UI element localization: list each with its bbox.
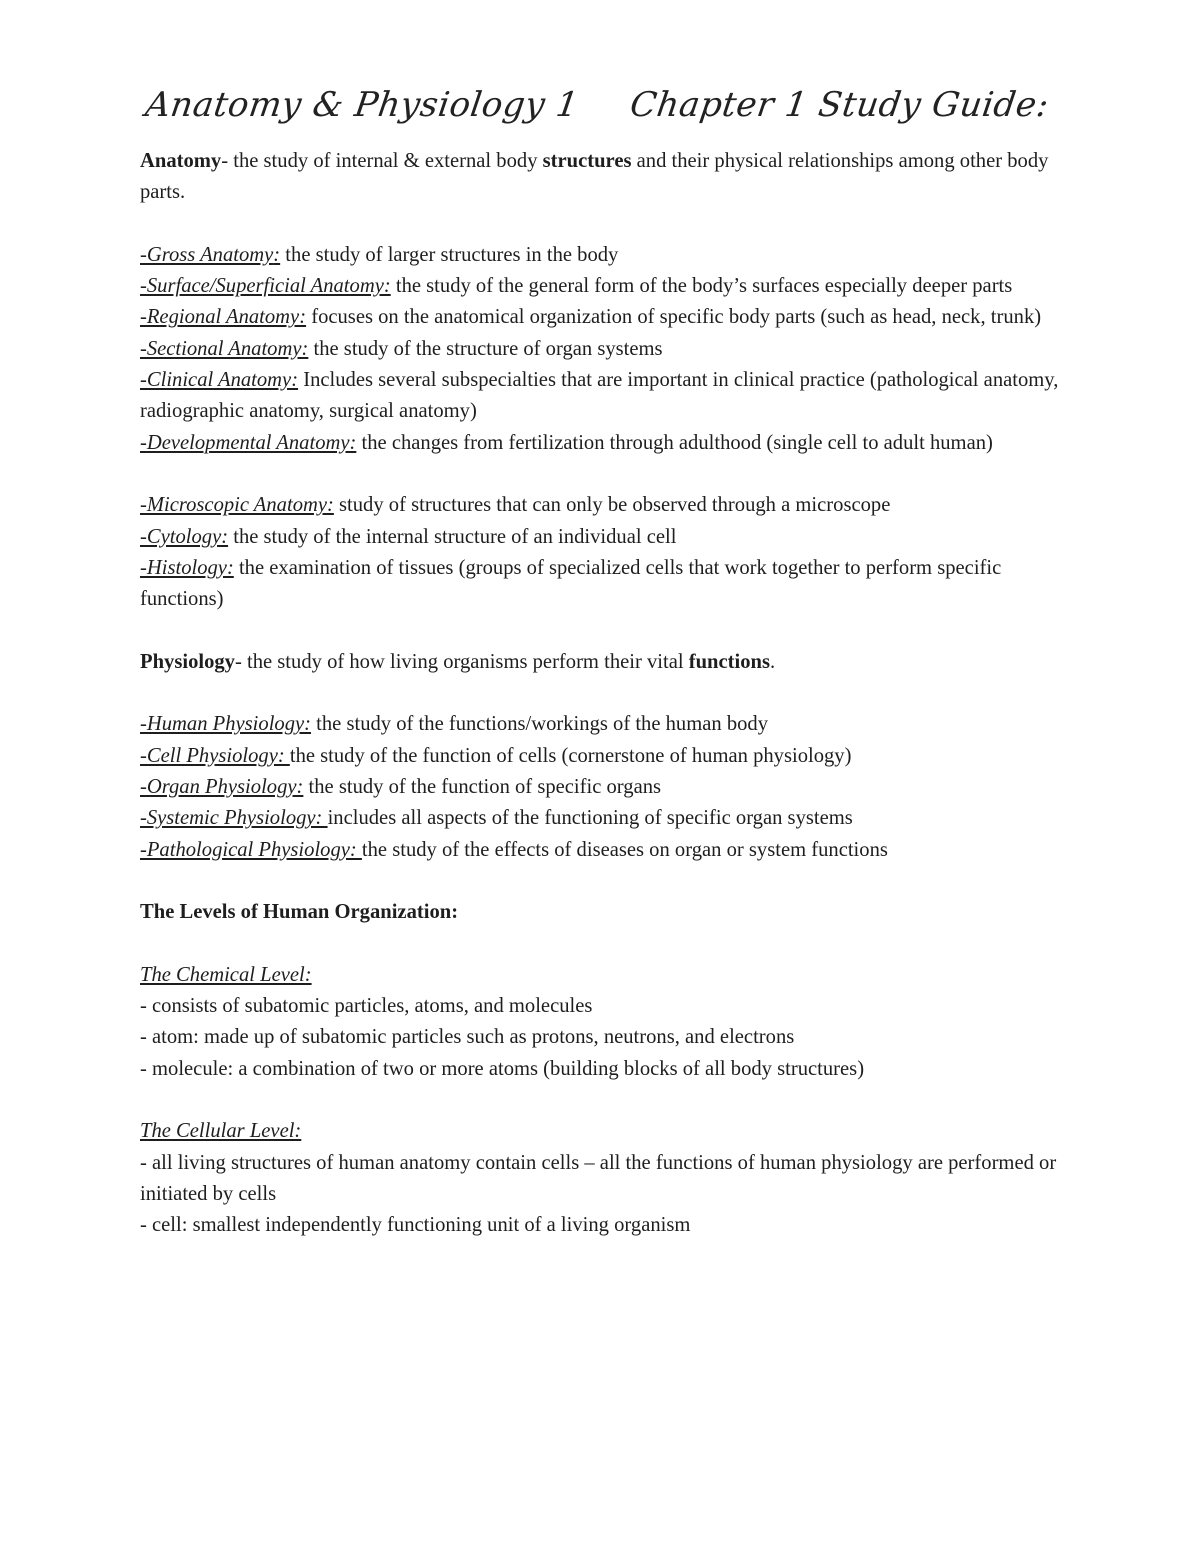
chemical-item: - atom: made up of subatomic particles such as protons, neutrons, and electrons (140, 1026, 795, 1049)
cellular-item: - cell: smallest independently functioning unit of a living organism (140, 1214, 691, 1237)
anatomy-item-clinical: -Clinical Anatomy: Includes several subspecialties that are important in clinical practice (pathological anatomy, radiographic anatomy, surgical anatomy) (140, 369, 1059, 423)
chemical-item: - molecule: a combination of two or more atoms (building blocks of all body structures) (140, 1057, 865, 1080)
physiology-definition: Physiology- the study of how living organisms perform their vital functions. (140, 650, 776, 673)
anatomy-item-gross: -Gross Anatomy: the study of larger structures in the body (140, 243, 619, 266)
anatomy-item-regional: -Regional Anatomy: focuses on the anatomical organization of specific body parts (such as head, neck, trunk) (140, 306, 1042, 329)
anatomy-item-surface: -Surface/Superficial Anatomy: the study of the general form of the body’s surfaces especially deeper parts (140, 275, 1013, 298)
title-course: Anatomy & Physiology 1 (142, 85, 582, 125)
physiology-item-organ: -Organ Physiology: the study of the function of specific organs (140, 775, 662, 798)
levels-heading: The Levels of Human Organization: (140, 901, 459, 924)
anatomy-term: Anatomy (140, 150, 222, 172)
study-guide-page (140, 78, 1080, 1241)
cellular-level-heading: The Cellular Level: (140, 1120, 302, 1143)
microscopic-item-microscopic: -Microscopic Anatomy: study of structures that can only be observed through a microscope (140, 494, 891, 517)
document-title (140, 78, 1090, 146)
anatomy-item-developmental: -Developmental Anatomy: the changes from fertilization through adulthood (single cell to adult human) (140, 431, 993, 454)
anatomy-definition: Anatomy- the study of internal & external body structures and their physical relationships among other body parts. (140, 150, 1049, 204)
microscopic-item-cytology: -Cytology: the study of the internal structure of an individual cell (140, 525, 677, 548)
physiology-item-human: -Human Physiology: the study of the functions/workings of the human body (140, 713, 769, 736)
anatomy-item-sectional: -Sectional Anatomy: the study of the structure of organ systems (140, 337, 663, 360)
cellular-item: - all living structures of human anatomy contain cells – all the functions of human physiology are performed or initiated by cells (140, 1151, 1057, 1205)
chemical-item: - consists of subatomic particles, atoms, and molecules (140, 995, 593, 1018)
physiology-item-systemic: -Systemic Physiology: includes all aspects of the functioning of specific organ systems (140, 807, 853, 830)
microscopic-item-histology: -Histology: the examination of tissues (groups of specialized cells that work together to perform specific functions) (140, 556, 1002, 611)
physiology-item-pathological: -Pathological Physiology: the study of the effects of diseases on organ or system functions (140, 838, 888, 861)
title-chapter: Chapter 1 Study Guide: (627, 85, 1052, 125)
structures-word: structures (542, 150, 632, 172)
functions-word: functions (688, 650, 770, 673)
physiology-term: Physiology (140, 650, 235, 673)
chemical-level-heading: The Chemical Level: (140, 963, 312, 986)
physiology-item-cell: -Cell Physiology: the study of the function of cells (cornerstone of human physiology) (140, 744, 852, 767)
